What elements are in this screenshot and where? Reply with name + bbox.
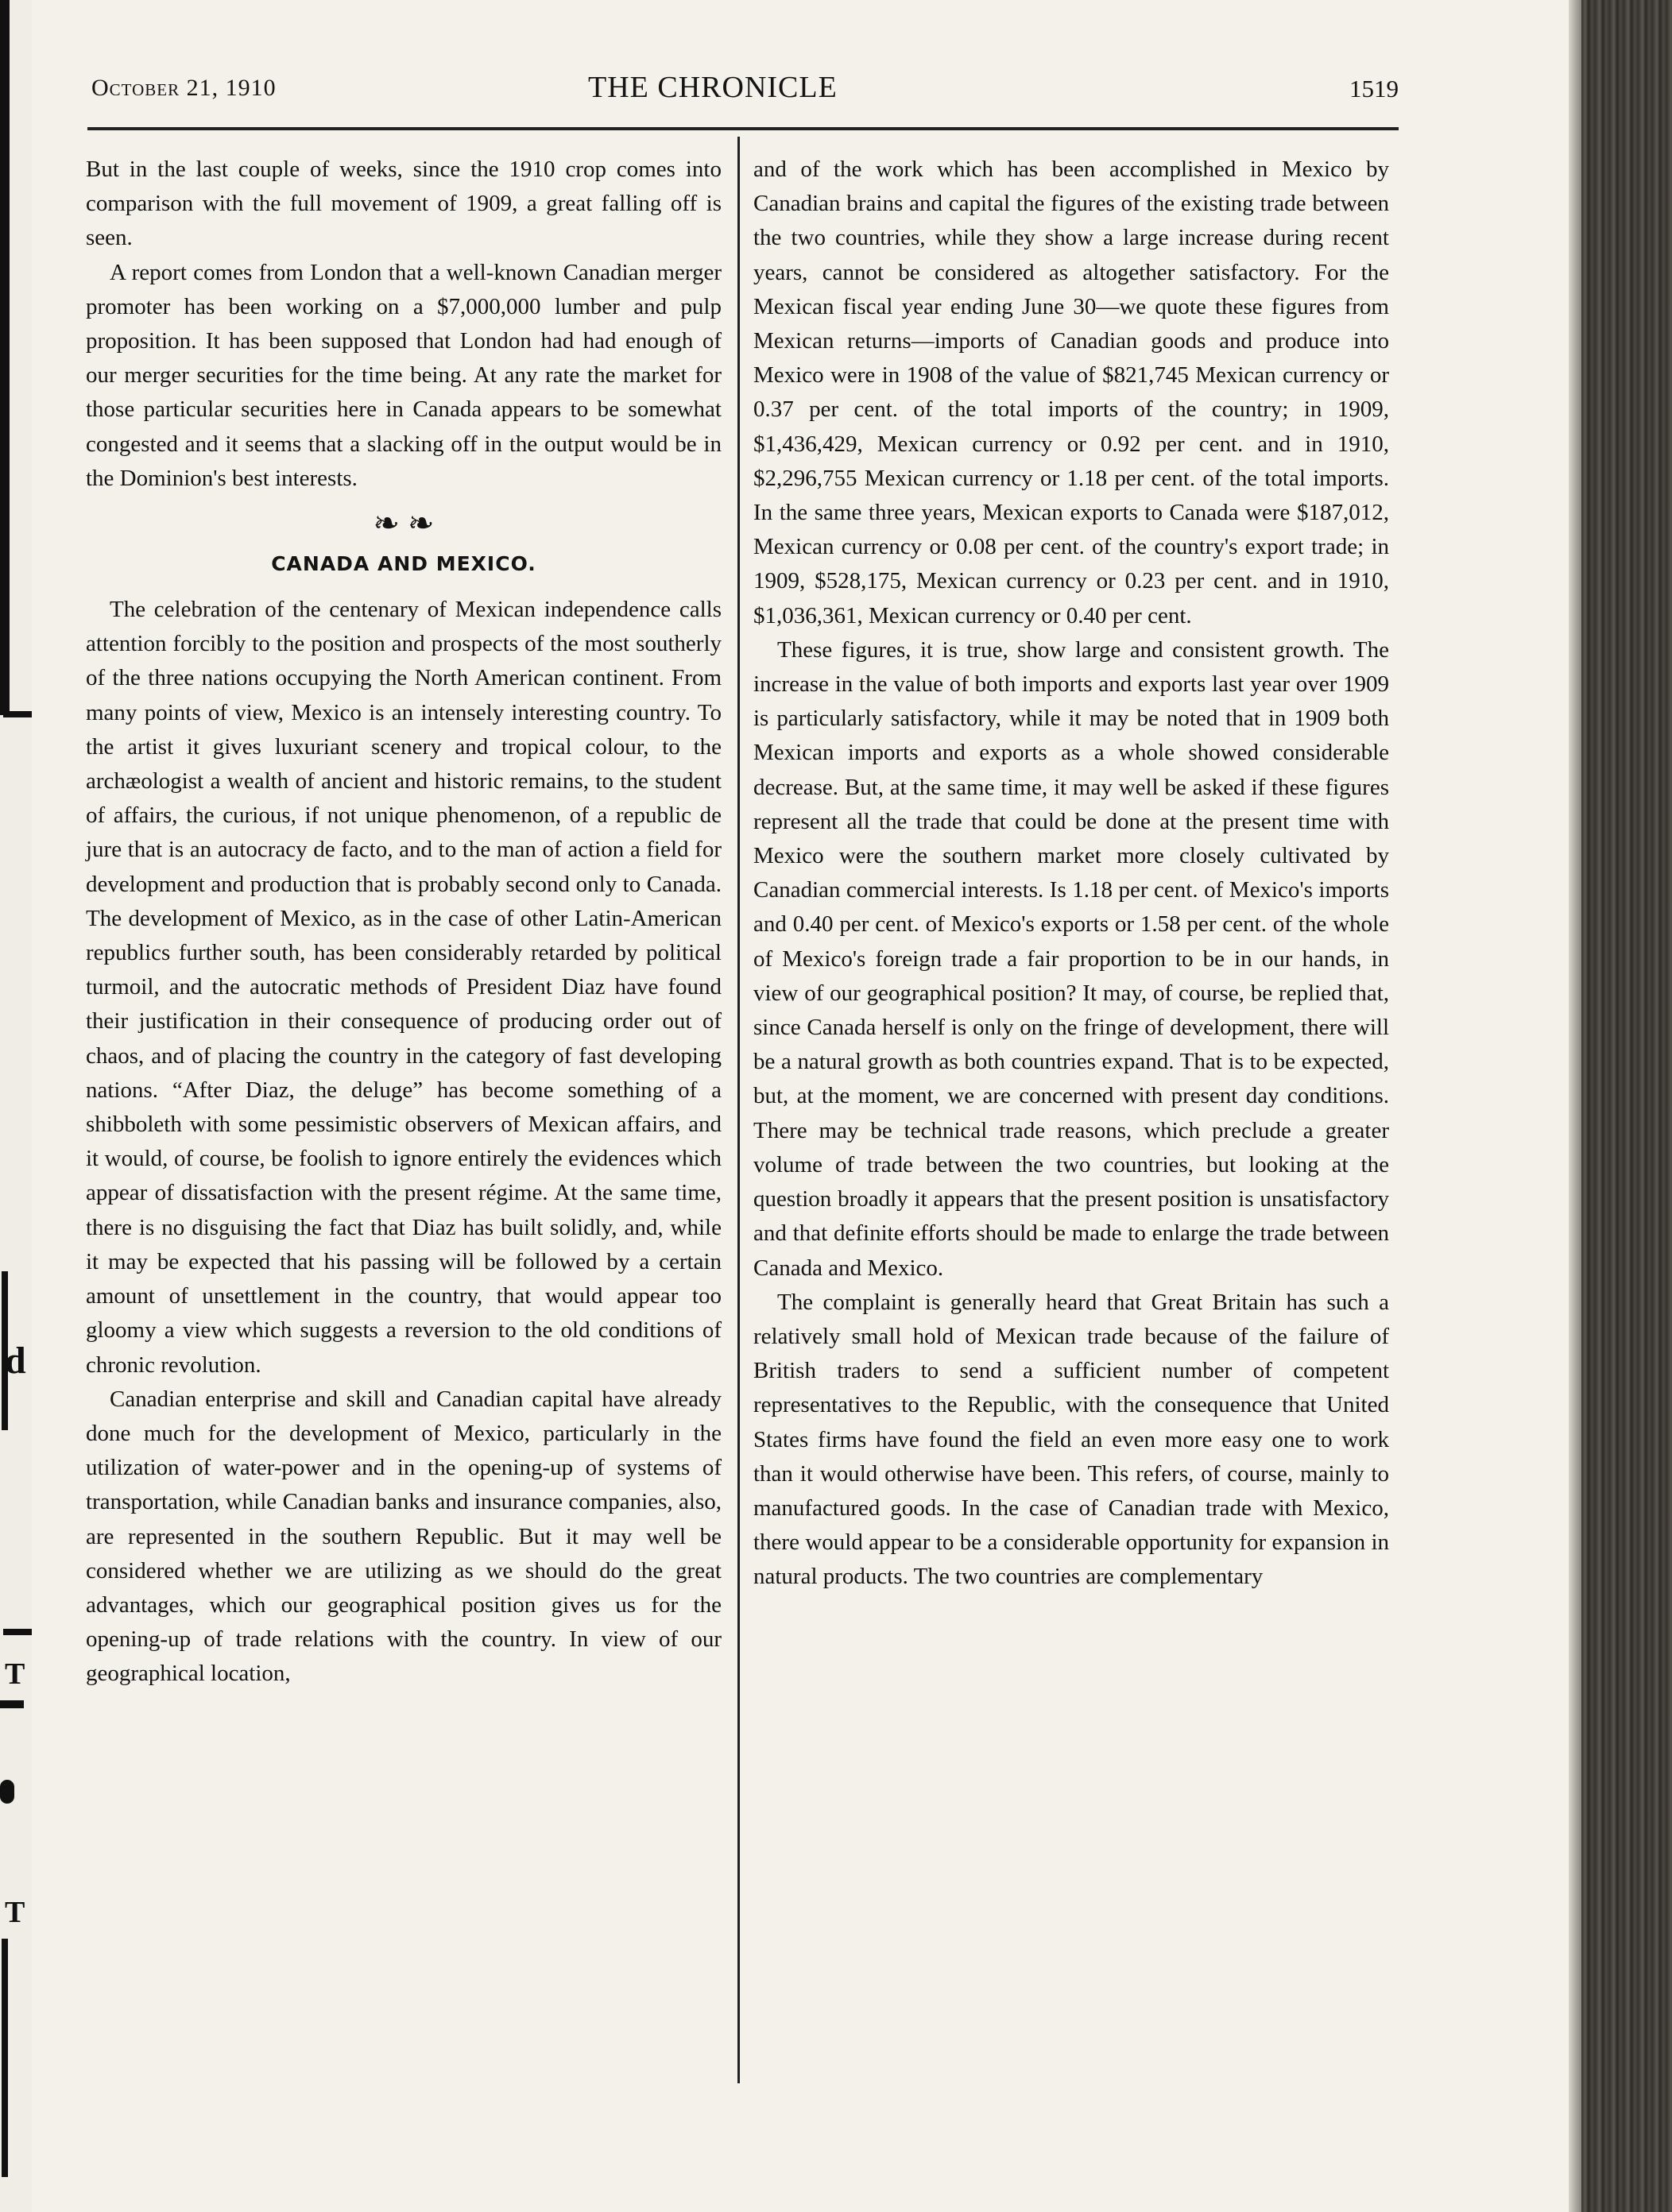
adjacent-page-edge bbox=[0, 0, 32, 2212]
adjacent-page-glyph: d bbox=[5, 1340, 26, 1382]
paragraph: The celebration of the centenary of Mexican independence calls attention forcibly to the position and prospects of the most southerly of the three nations occupying the North American continent. From many points of view, Mexico is an intensely interesting country. To the artist it gives luxuriant scenery and tropical colour, to the archæologist a wealth of ancient and historic remains, to the student of affairs, the curious, if not unique phenomenon, of a republic de jure that is an autocracy de facto, and to the man of action a field for development and production that is probably second only to Canada. The development of Mexico, as in the case of other Latin-American republics further south, has been considerably retarded by political turmoil, and the autocratic methods of President Diaz have found their justification in their consequence of producing order out of chaos, and of placing the country in the category of fast developing nations. “After Diaz, the deluge” has become something of a shibboleth with some pessimistic observers of Mexican affairs, and it would, of course, be foolish to ignore entirely the evidences which appear of dissatisfaction with the present régime. At the same time, there is no disguising the fact that Diaz has built solidly, and, while it may be expected that his passing will be followed by a certain amount of unsettlement in the country, that would appear too gloomy a view which suggests a reversion to the old conditions of chronic revolution. bbox=[86, 597, 722, 1378]
adjacent-page-rule bbox=[3, 1629, 32, 1635]
adjacent-page-border bbox=[2, 1939, 8, 2177]
header-rule bbox=[87, 127, 1399, 130]
paragraph: These figures, it is true, show large and consistent growth. The increase in the value of both imports and exports last year over 1909 is particularly satisfactory, while it may be noted that in 1909 both Mexican imports and exports as a whole showed considerable decrease. But, at the same time, it may well be asked if these figures represent all the trade that could be done at the present time with Mexico were the southern market more closely cultivated by Canadian commercial interests. Is 1.18 per cent. of Mexico's imports and 0.40 per cent. of Mexico's exports or 1.58 per cent. of the whole of Mexico's foreign trade a fair proportion to be in our hands, in view of our geographical position? It may, of course, be replied that, since Canada herself is only on the fringe of development, there will be a natural growth as both countries expand. That is to be expected, but, at the moment, we are concerned with present day conditions. There may be technical trade reasons, which preclude a greater volume of trade between the two countries, but looking at the question broadly it appears that the present position is unsatisfactory and that definite efforts should be made to enlarge the trade between Canada and Mexico. bbox=[753, 636, 1389, 1281]
adjacent-page-rule bbox=[0, 1700, 24, 1708]
page-number: 1519 bbox=[1349, 75, 1399, 102]
column-divider bbox=[737, 137, 740, 2083]
header-title: THE CHRONICLE bbox=[588, 71, 838, 104]
section-ornament: ❧ ❧ bbox=[373, 505, 435, 542]
page-shadow-edge bbox=[1569, 0, 1581, 2212]
adjacent-page-glyph: T bbox=[5, 1896, 25, 1929]
left-column bbox=[86, 153, 722, 1692]
header-date: October 21, 1910 bbox=[91, 75, 277, 101]
article-title: CANADA AND MEXICO. bbox=[271, 552, 536, 576]
paragraph: A report comes from London that a well-known Canadian merger promoter has been working on a $7,000,000 lumber and pulp proposition. It has been supposed that London had had enough of our merger securities for the time being. At any rate the market for those particular securities here in Canada appears to be somewhat congested and it seems that a slacking off in the output would be in the Dominion's best interests. bbox=[86, 259, 722, 491]
book-binding bbox=[1581, 0, 1672, 2212]
paragraph: Canadian enterprise and skill and Canadian capital have already done much for the development of Mexico, particularly in the utilization of water-power and in the opening-up of systems of transportation, while Canadian banks and insurance companies, also, are represented in the southern Republic. But it may well be considered whether we are utilizing as we should do the great advantages, which our geographical position gives us for the opening-up of trade relations with the country. In view of our geographical location, bbox=[86, 1386, 722, 1687]
paragraph: and of the work which has been accomplished in Mexico by Canadian brains and capital the figures of the existing trade between the two countries, while they show a large increase during recent years, cannot be considered as altogether satisfactory. For the Mexican fiscal year ending June 30—we quote these figures from Mexican returns—imports of Canadian goods and produce into Mexico were in 1908 of the value of $821,745 Mexican currency or 0.37 per cent. of the total imports of the country; in 1909, $1,436,429, Mexican currency or 0.92 per cent. and in 1910, $2,296,755 Mexican currency or 1.18 per cent. of the total imports. In the same three years, Mexican exports to Canada were $187,012, Mexican currency or 0.08 per cent. of the country's export trade; in 1909, $528,175, Mexican currency or 0.23 per cent. and in 1910, $1,036,361, Mexican currency or 0.40 per cent. bbox=[753, 157, 1389, 628]
paragraph: The complaint is generally heard that Great Britain has such a relatively small hold of Mexican trade because of the failure of British traders to send a sufficient number of competent representatives to the Republic, with the consequence that United States firms have found the field an even more easy one to work than it would otherwise have been. This refers, of course, mainly to manufactured goods. In the case of Canadian trade with Mexico, there would appear to be a considerable opportunity for expansion in natural products. The two countries are complementary bbox=[753, 1289, 1389, 1590]
running-header bbox=[91, 70, 1399, 118]
adjacent-page-bullet bbox=[0, 1780, 14, 1804]
adjacent-page-glyph: T bbox=[5, 1657, 25, 1691]
right-column bbox=[753, 153, 1389, 1595]
adjacent-page-rule bbox=[3, 711, 32, 717]
paragraph: But in the last couple of weeks, since the 1910 crop comes into comparison with the full movement of 1909, a great falling off is seen. bbox=[86, 157, 722, 251]
adjacent-page-border bbox=[0, 0, 10, 715]
